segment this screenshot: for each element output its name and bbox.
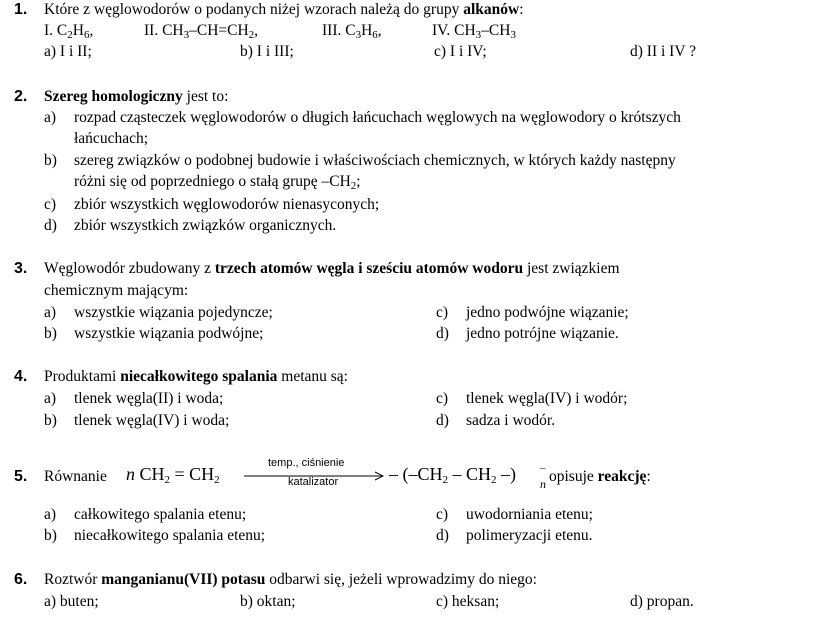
q1-question — [44, 2, 524, 18]
q3-text: Węglowodór zbudowany z — [44, 260, 215, 277]
q5-option-d-label[interactable]: d) — [436, 527, 449, 544]
q1-option-a[interactable]: a) I i II; — [44, 43, 92, 60]
q1-formula-4: IV. $CH_3-CH_3$ — [432, 22, 516, 41]
q5-question: Równanie — [44, 468, 107, 485]
q5-option-d-text[interactable]: polimeryzacji etenu. — [466, 527, 593, 544]
q3-option-c-label[interactable]: c) — [436, 304, 449, 321]
q5-option-b-text[interactable]: niecałkowitego spalania etenu; — [74, 527, 266, 544]
q1-option-b[interactable]: b) I i III; — [240, 43, 294, 60]
q6-bold: manganianu(VII) potasu — [101, 571, 266, 588]
q6-option-d[interactable]: d) propan. — [630, 593, 694, 610]
q5-eq-subscript-n: n — [540, 477, 546, 491]
q5-question-end: opisuje reakcję: — [549, 468, 651, 485]
q4-text: Produktami — [44, 368, 121, 385]
q5-bold: reakcję — [597, 468, 647, 485]
q4-option-c-label[interactable]: c) — [436, 390, 449, 407]
q2-number: 2. — [14, 88, 28, 105]
q2-option-c-text[interactable]: zbiór wszystkich węglowodorów nienasyconych; — [74, 196, 380, 213]
q3-option-c-text[interactable]: jedno podwójne wiązanie; — [466, 304, 629, 321]
q5-equation-right: – ($-CH_2 - CH_2$ –) — [389, 464, 517, 486]
q6-text: Roztwór — [44, 571, 102, 588]
q2-option-a-line1[interactable]: rozpad cząsteczek węglowodorów o długich łańcuchach węglowych na węglowodory o krótszych — [74, 109, 681, 126]
q5-option-c-text[interactable]: uwodorniania etenu; — [466, 506, 593, 523]
q1-bold: alkanów — [463, 1, 520, 18]
q3-option-a-label[interactable]: a) — [44, 304, 57, 321]
q5-arrow-bottom-label: katalizator — [288, 476, 339, 488]
q1-text: Które z węglowodorów o podanych niżej wzorach należą do grupy — [44, 1, 464, 18]
q3-option-d-label[interactable]: d) — [436, 325, 449, 342]
q3-option-d-text[interactable]: jedno potrójne wiązanie. — [466, 325, 619, 342]
q4-option-a-text[interactable]: tlenek węgla(II) i woda; — [74, 390, 224, 407]
q5-number: 5. — [14, 468, 28, 485]
q4-question — [44, 369, 348, 385]
q6-option-c[interactable]: c) heksan; — [436, 593, 500, 610]
q4-number: 4. — [14, 368, 28, 385]
q2-bold: Szereg homologiczny — [44, 88, 183, 105]
q5-option-c-label[interactable]: c) — [436, 506, 449, 523]
q1-option-d[interactable]: d) II i IV ? — [630, 43, 696, 60]
q4-option-d-label[interactable]: d) — [436, 412, 449, 429]
q5-option-a-text[interactable]: całkowitego spalania etenu; — [74, 506, 247, 523]
q6-number: 6. — [14, 571, 28, 588]
q2-option-b-line2[interactable]: różni się od poprzedniego o stałą grupę $-CH_2$; — [74, 173, 361, 192]
q3-question-line2: chemicznym mającym: — [44, 282, 189, 299]
q3-option-a-text[interactable]: wszystkie wiązania pojedyncze; — [74, 304, 273, 321]
q1-formula-1: I. $C_2H_6$, — [44, 22, 94, 41]
q1-text-end: : — [519, 1, 524, 18]
q4-bold: niecałkowitego spalania — [120, 368, 278, 385]
q2-option-a-line2[interactable]: łańcuchach; — [74, 130, 149, 147]
q4-option-d-text[interactable]: sadza i wodór. — [466, 412, 556, 429]
q4-option-a-label[interactable]: a) — [44, 390, 57, 407]
q2-option-c-label[interactable]: c) — [44, 196, 57, 213]
q4-option-c-text[interactable]: tlenek węgla(IV) i wodór; — [466, 390, 628, 407]
q4-option-b-label[interactable]: b) — [44, 412, 57, 429]
q3-bold: trzech atomów węgla i sześciu atomów wodoru — [214, 260, 524, 277]
q5-option-b-label[interactable]: b) — [44, 527, 57, 544]
q1-number: 1. — [14, 1, 28, 18]
q1-option-c[interactable]: c) I i IV; — [434, 43, 487, 60]
q2-option-b-line1[interactable]: szereg związków o podobnej budowie i właściwościach chemicznych, w których każdy następny — [74, 152, 676, 169]
q6-option-a[interactable]: a) buten; — [44, 593, 99, 610]
q1-formula-2: II. $CH_3-CH=CH_2$, — [144, 22, 259, 41]
q6-question — [44, 572, 537, 588]
q2-option-d-text[interactable]: zbiór wszystkich związków organicznych. — [74, 217, 337, 234]
q5-arrow-top-label: temp., ciśnienie — [268, 457, 345, 469]
q3-number: 3. — [14, 260, 28, 277]
q3-option-b-label[interactable]: b) — [44, 325, 57, 342]
q2-option-d-label[interactable]: d) — [44, 217, 57, 234]
q5-option-a-label[interactable]: a) — [44, 506, 57, 523]
q3-question — [44, 261, 620, 277]
q5-equation-left: n $CH_2 = CH_2$ — [126, 464, 220, 486]
q1-formula-3: III. $C_3H_6$, — [322, 22, 382, 41]
q5-eq-superscript: – — [540, 462, 546, 474]
q2-question — [44, 89, 228, 105]
q4-text-end: metanu są: — [277, 368, 348, 385]
q4-option-b-text[interactable]: tlenek węgla(IV) i woda; — [74, 412, 230, 429]
q3-text-end: jest związkiem — [523, 260, 620, 277]
q6-text-end: odbarwi się, jeżeli wprowadzimy do niego: — [265, 571, 537, 588]
q3-option-b-text[interactable]: wszystkie wiązania podwójne; — [74, 325, 264, 342]
q2-option-a-label[interactable]: a) — [44, 109, 57, 126]
q2-option-b-label[interactable]: b) — [44, 152, 57, 169]
q6-option-b[interactable]: b) oktan; — [240, 593, 296, 610]
q2-text: jest to: — [182, 88, 229, 105]
